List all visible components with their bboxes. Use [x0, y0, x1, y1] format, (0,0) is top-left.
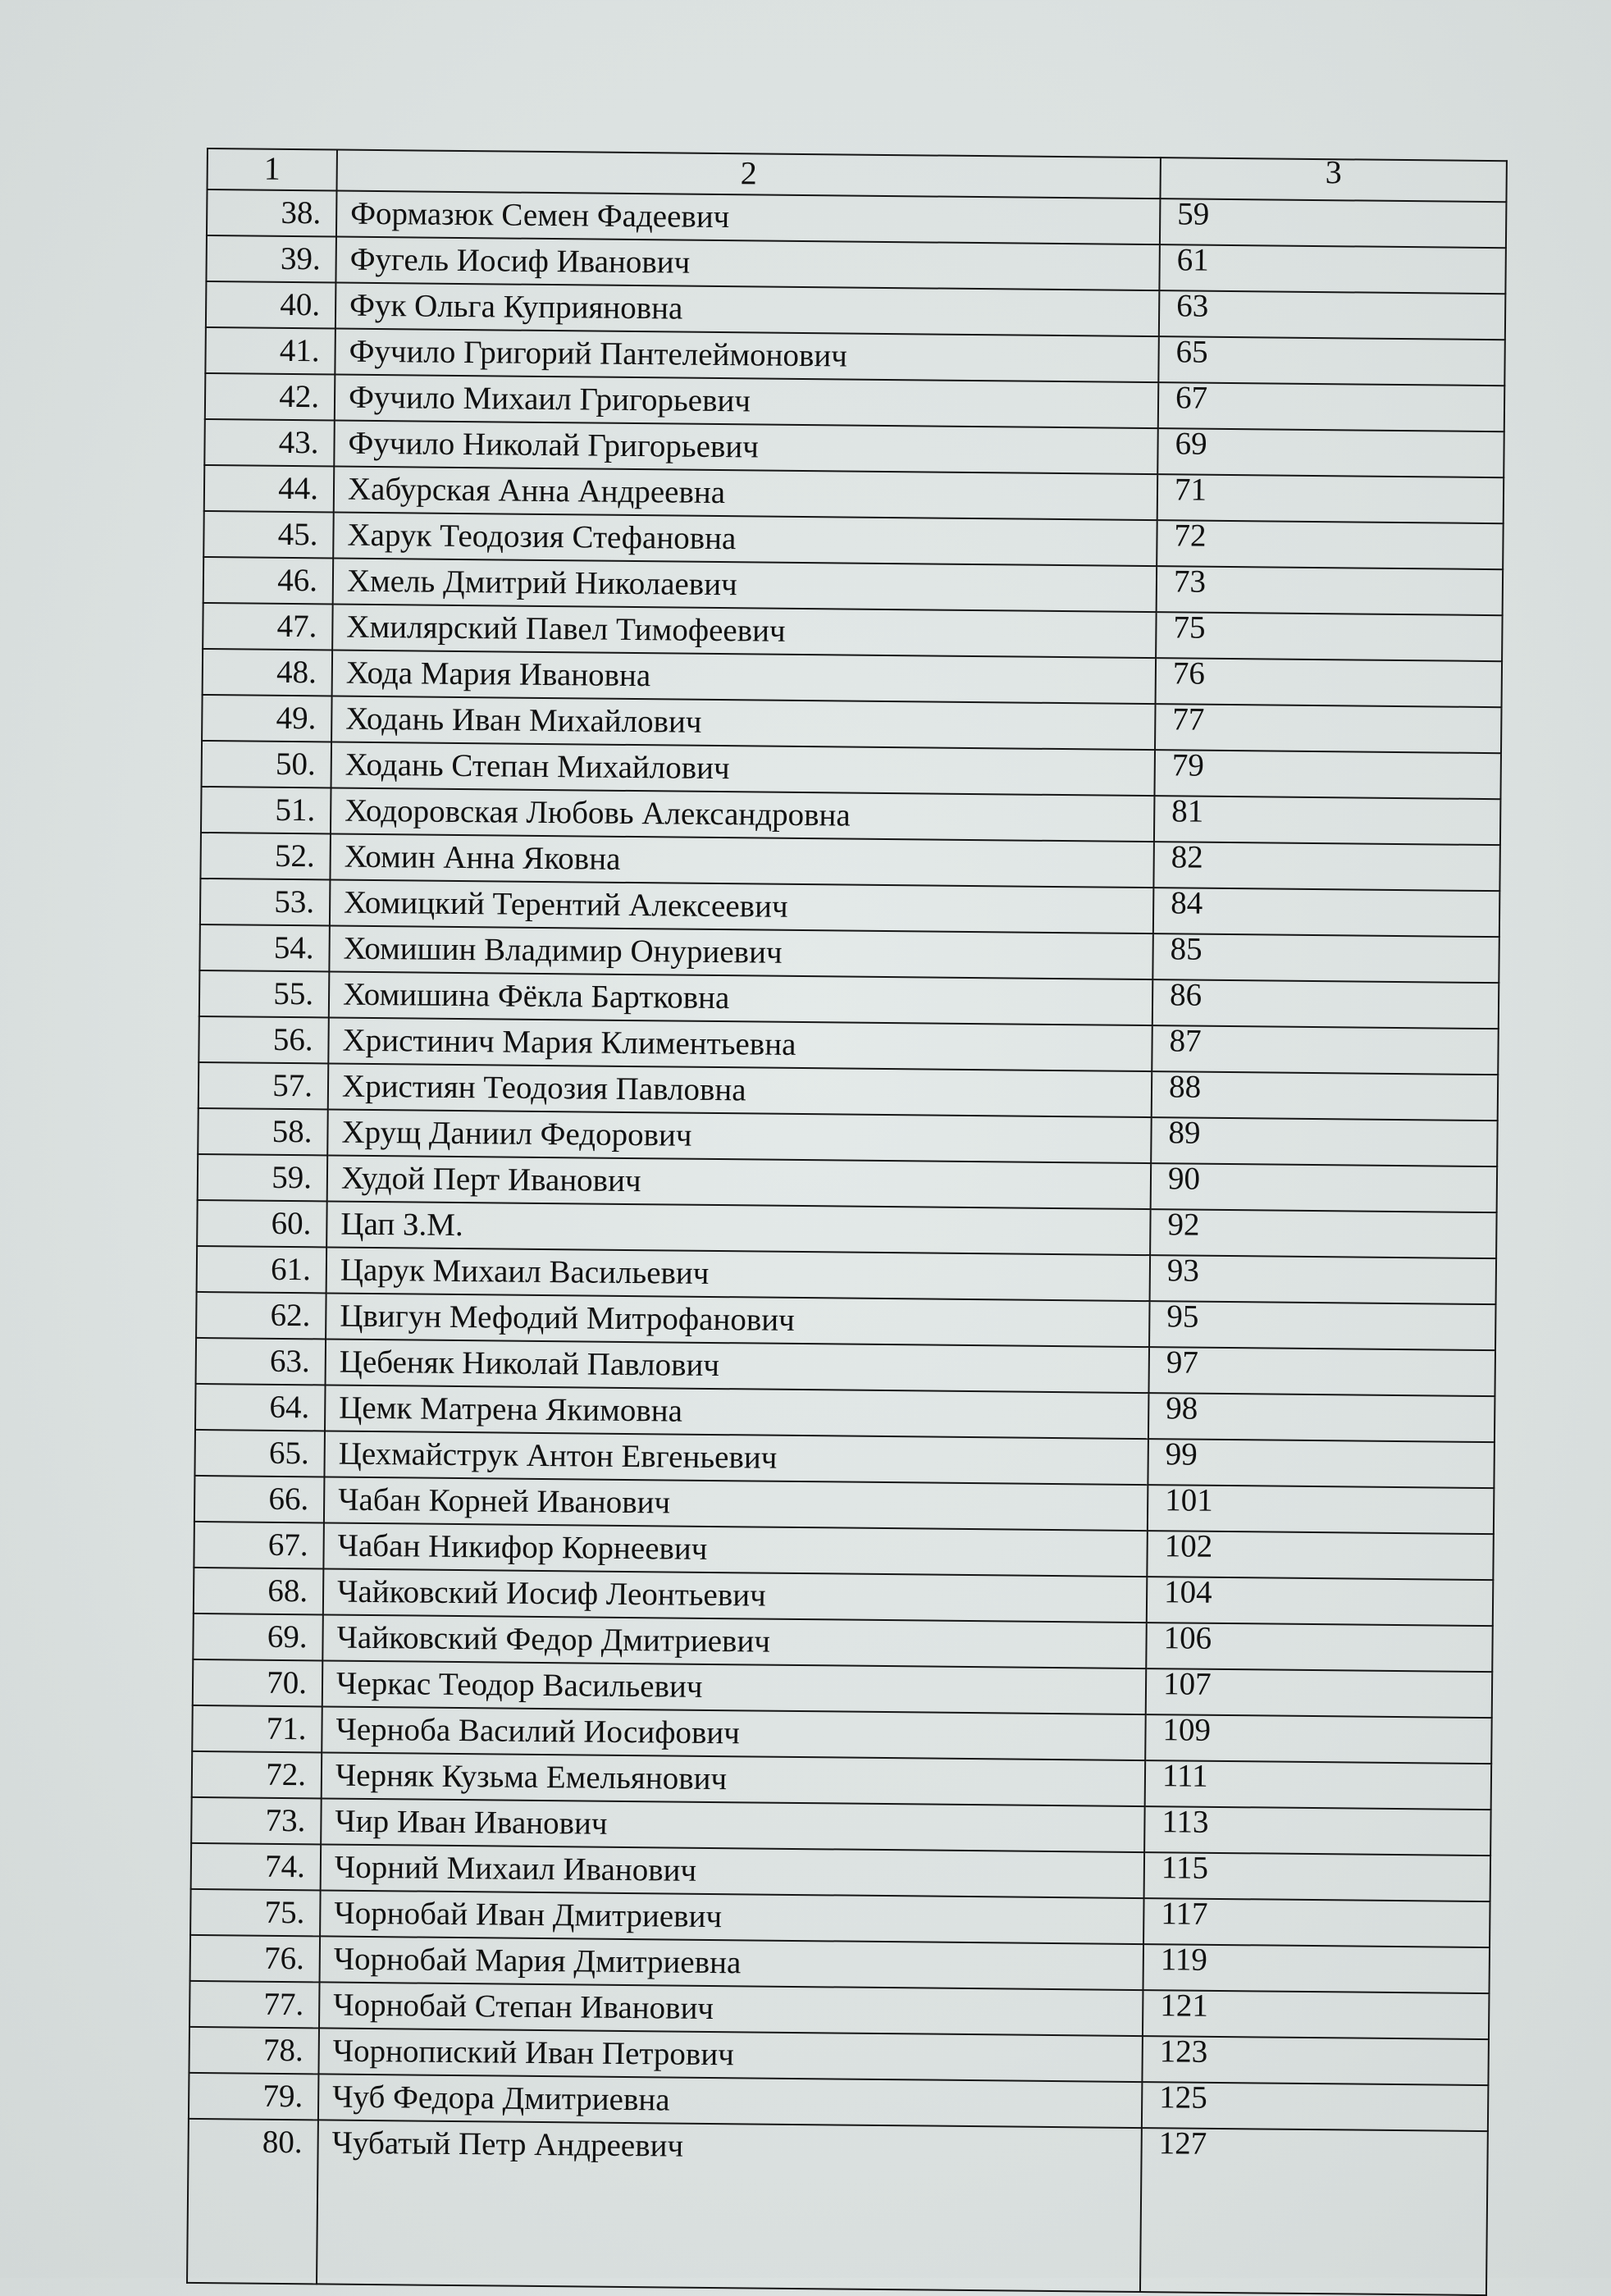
row-number: 46. — [203, 557, 334, 605]
row-number: 54. — [199, 924, 330, 972]
row-number: 49. — [202, 695, 332, 742]
person-name: Ходань Степан Михайлович — [331, 742, 1155, 796]
page-number: 123 — [1142, 2036, 1489, 2085]
row-number: 55. — [199, 970, 330, 1018]
row-number: 63. — [196, 1338, 326, 1385]
row-number: 51. — [201, 787, 331, 834]
person-name: Цемк Матрена Якимовна — [325, 1385, 1148, 1439]
person-name: Христинич Мария Климентьевна — [328, 1017, 1152, 1071]
person-name: Цехмайструк Антон Евгеньевич — [324, 1431, 1148, 1485]
person-name: Чорний Михаил Иванович — [321, 1844, 1144, 1898]
page-number: 113 — [1144, 1806, 1491, 1856]
person-name: Хомишина Фёкла Бартковна — [329, 971, 1152, 1025]
page-number: 63 — [1159, 290, 1506, 340]
row-number: 71. — [192, 1705, 322, 1753]
row-number: 77. — [189, 1981, 320, 2029]
person-name: Черкас Теодор Васильевич — [322, 1660, 1146, 1714]
page-number: 85 — [1152, 933, 1499, 983]
page-number: 115 — [1144, 1852, 1491, 1901]
row-number: 70. — [193, 1659, 323, 1707]
table-body — [187, 189, 1506, 2295]
page-number: 102 — [1147, 1531, 1494, 1580]
row-number: 38. — [207, 189, 337, 237]
page-number: 125 — [1142, 2082, 1489, 2131]
row-number: 53. — [200, 879, 331, 926]
person-name: Чайковский Иосиф Леонтьевич — [323, 1568, 1147, 1623]
person-name: Ходоровская Любовь Александровна — [331, 787, 1154, 842]
header-col-2: 2 — [337, 150, 1161, 199]
person-name: Чорнобай Степан Иванович — [319, 1982, 1143, 2036]
row-number: 69. — [193, 1614, 323, 1661]
page-number: 79 — [1154, 750, 1501, 799]
person-name: Хабурская Анна Андреевна — [334, 467, 1157, 521]
person-name: Фучило Григорий Пантелеймонович — [335, 329, 1158, 383]
person-name: Цвигун Мефодий Митрофанович — [326, 1293, 1149, 1347]
person-name: Хмилярский Павел Тимофеевич — [332, 605, 1156, 659]
person-name: Хода Мария Ивановна — [332, 650, 1156, 704]
page-number: 77 — [1155, 704, 1502, 753]
page-number: 109 — [1145, 1714, 1492, 1764]
page-number: 86 — [1152, 979, 1499, 1029]
page-number: 61 — [1159, 244, 1506, 294]
row-number: 58. — [198, 1108, 328, 1156]
row-number: 44. — [204, 465, 335, 513]
row-number: 72. — [192, 1751, 322, 1799]
person-name: Фучило Михаил Григорьевич — [335, 375, 1158, 429]
page-number: 90 — [1151, 1163, 1498, 1212]
person-name: Фугель Иосиф Иванович — [335, 237, 1159, 291]
page-number: 82 — [1153, 842, 1500, 891]
row-number: 52. — [200, 833, 331, 880]
row-number: 39. — [206, 235, 336, 283]
person-name: Чабан Никифор Корнеевич — [323, 1522, 1147, 1577]
person-name: Чорнобай Иван Дмитриевич — [320, 1890, 1143, 1944]
person-name: Цап З.М. — [326, 1201, 1150, 1255]
row-number: 61. — [197, 1246, 327, 1294]
page-number: 95 — [1149, 1301, 1496, 1350]
page-number: 69 — [1157, 428, 1504, 477]
page-number: 67 — [1158, 382, 1505, 431]
page-number: 121 — [1143, 1990, 1490, 2039]
row-number: 74. — [191, 1843, 322, 1891]
row-number: 60. — [197, 1200, 327, 1248]
row-number: 67. — [194, 1522, 324, 1569]
row-number: 48. — [203, 649, 333, 696]
person-name: Черноба Василий Иосифович — [322, 1706, 1145, 1760]
row-number: 62. — [196, 1292, 326, 1340]
page-number: 73 — [1157, 566, 1504, 615]
row-number: 47. — [203, 603, 333, 650]
person-name: Царук Михаил Васильевич — [326, 1247, 1150, 1301]
person-name: Чир Иван Иванович — [321, 1798, 1144, 1852]
person-name: Хрущ Даниил Федорович — [327, 1109, 1151, 1163]
page-number: 127 — [1140, 2128, 1488, 2295]
page-number: 101 — [1148, 1485, 1495, 1534]
person-name: Хомицкий Терентий Алексеевич — [330, 879, 1153, 933]
row-number: 79. — [189, 2073, 319, 2120]
row-number: 42. — [205, 373, 335, 421]
name-index-table — [186, 148, 1508, 2296]
person-name: Чорнобай Мария Дмитриевна — [320, 1936, 1143, 1990]
person-name: Фук Ольга Куприяновна — [335, 283, 1159, 337]
person-name: Чубатый Петр Андреевич — [317, 2120, 1142, 2292]
page-number: 104 — [1147, 1577, 1494, 1626]
row-number: 68. — [194, 1568, 324, 1615]
page-number: 87 — [1152, 1025, 1499, 1075]
page-number: 71 — [1157, 474, 1504, 523]
page-number: 98 — [1148, 1393, 1495, 1442]
row-number: 56. — [199, 1016, 329, 1064]
person-name: Чайковский Федор Дмитриевич — [322, 1614, 1146, 1668]
row-number: 80. — [187, 2119, 318, 2285]
person-name: Чабан Корней Иванович — [324, 1477, 1148, 1531]
header-col-1: 1 — [208, 148, 337, 191]
person-name: Хомин Анна Яковна — [330, 833, 1153, 888]
table-row — [187, 2119, 1488, 2295]
page-number: 93 — [1150, 1255, 1497, 1304]
person-name: Хомишин Владимир Онуриевич — [329, 925, 1152, 979]
row-number: 78. — [189, 2027, 319, 2075]
page-number: 72 — [1157, 520, 1504, 569]
person-name: Фучило Николай Григорьевич — [334, 421, 1157, 475]
page-number: 106 — [1146, 1623, 1493, 1672]
page-number: 59 — [1160, 199, 1507, 248]
page-number: 111 — [1145, 1760, 1492, 1810]
row-number: 73. — [191, 1797, 322, 1845]
person-name: Хмель Дмитрий Николаевич — [333, 559, 1157, 613]
person-name: Худой Перт Иванович — [327, 1155, 1151, 1209]
row-number: 45. — [203, 511, 334, 559]
row-number: 75. — [190, 1889, 321, 1937]
row-number: 57. — [199, 1062, 329, 1110]
page-number: 89 — [1151, 1117, 1498, 1166]
person-name: Цебеняк Николай Павлович — [326, 1339, 1149, 1393]
row-number: 41. — [205, 327, 335, 375]
person-name: Християн Теодозия Павловна — [328, 1063, 1152, 1117]
row-number: 76. — [190, 1935, 321, 1983]
page-number: 65 — [1158, 336, 1505, 386]
page-number: 75 — [1156, 612, 1503, 661]
row-number: 59. — [198, 1154, 328, 1202]
page-number: 117 — [1143, 1898, 1490, 1947]
person-name: Черняк Кузьма Емельянович — [322, 1752, 1145, 1806]
page-number: 97 — [1148, 1347, 1495, 1396]
row-number: 50. — [202, 741, 332, 788]
page-number: 84 — [1153, 888, 1500, 937]
person-name: Чорнопиский Иван Петрович — [318, 2028, 1142, 2082]
row-number: 40. — [206, 281, 336, 329]
page-number: 92 — [1150, 1209, 1497, 1258]
page-number: 76 — [1156, 658, 1503, 707]
page-number: 119 — [1143, 1944, 1490, 1993]
person-name: Ходань Иван Михайлович — [331, 696, 1155, 750]
page-number: 88 — [1152, 1071, 1499, 1121]
person-name: Харук Теодозия Стефановна — [333, 513, 1157, 567]
row-number: 66. — [194, 1476, 325, 1523]
row-number: 65. — [194, 1430, 325, 1477]
header-col-3: 3 — [1160, 157, 1506, 202]
page-number: 81 — [1154, 796, 1501, 845]
person-name: Формазюк Семен Фадеевич — [336, 191, 1160, 245]
page-number: 107 — [1146, 1668, 1493, 1718]
person-name: Чуб Федора Дмитриевна — [318, 2074, 1142, 2128]
row-number: 43. — [204, 419, 335, 467]
row-number: 64. — [195, 1384, 326, 1431]
page-number: 99 — [1148, 1439, 1495, 1488]
